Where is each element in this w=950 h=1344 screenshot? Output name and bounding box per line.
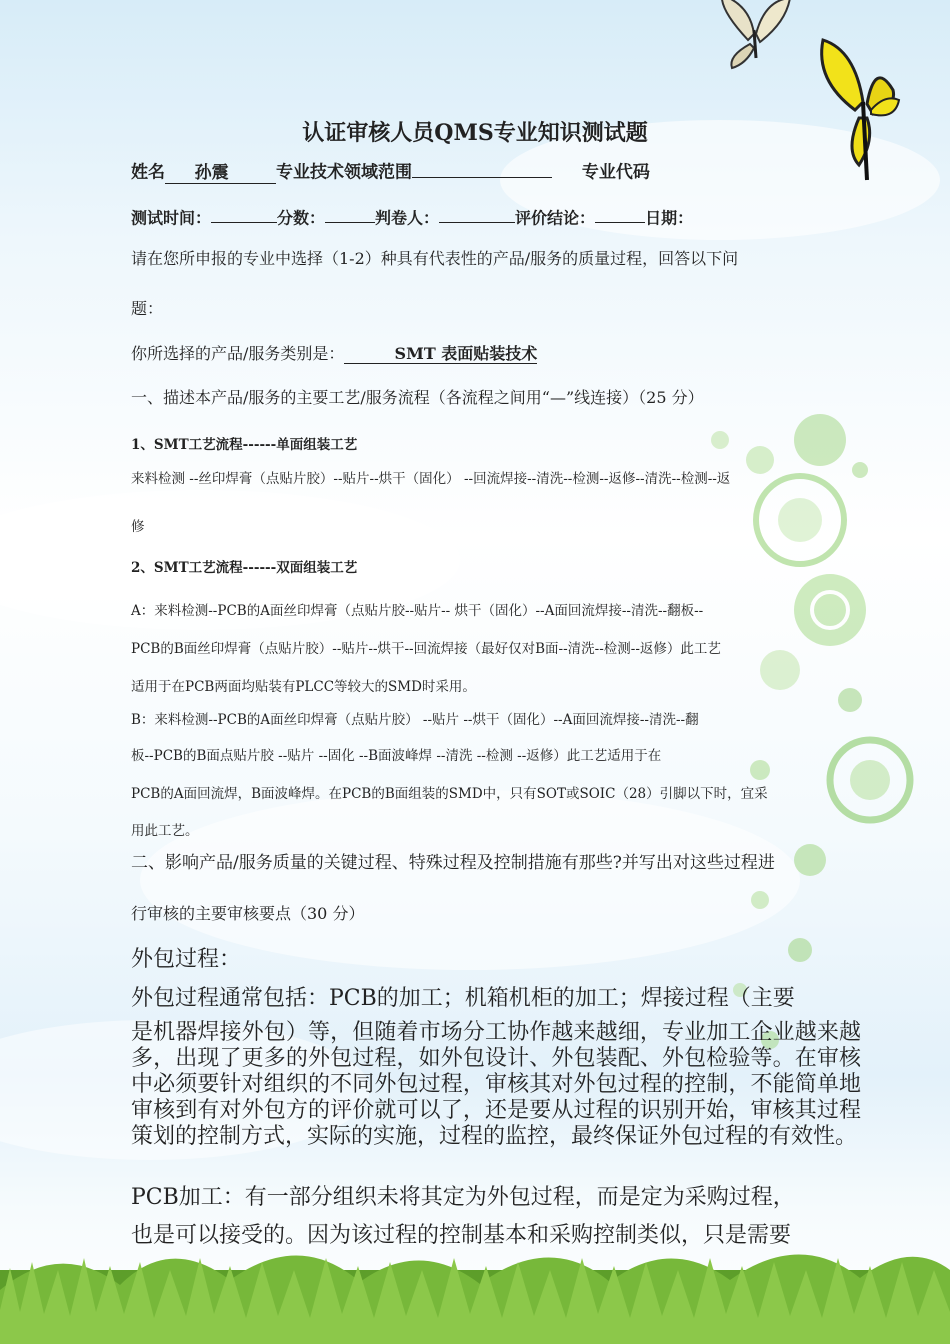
question-2-line-2: 行审核的主要审核要点（30 分）	[131, 904, 365, 923]
flow1-heading: 1、SMT工艺流程------单面组装工艺	[131, 437, 358, 453]
field-blank	[412, 157, 552, 178]
conclusion-blank	[595, 204, 645, 223]
selected-row	[131, 341, 537, 364]
score-blank	[325, 204, 375, 223]
outsourcing-heading: 外包过程：	[131, 947, 242, 972]
grader-label: 判卷人：	[375, 208, 440, 228]
intro-line-2: 题：	[131, 299, 164, 318]
selected-value: SMT 表面贴装技术	[344, 344, 537, 364]
flow2-a-line-2: PCB的B面丝印焊膏（点贴片胶）--贴片--烘干--回流焊接（最好仅对B面--清洗--检测--返修）此工艺	[131, 641, 721, 657]
date-label: 日期：	[645, 208, 694, 228]
time-label: 测试时间：	[131, 208, 212, 228]
selected-label: 你所选择的产品/服务类别是：	[131, 344, 345, 363]
name-row	[131, 157, 650, 183]
pcb-para-line-2: 也是可以接受的。因为该过程的控制基本和采购控制类似，只是需要	[131, 1223, 792, 1248]
question-2-line-1: 二、影响产品/服务质量的关键过程、特殊过程及控制措施有那些?并写出对这些过程进	[131, 853, 775, 873]
flow2-b-line-3: PCB的A面回流焊，B面波峰焊。在PCB的B面组装的SMD中，只有SOT或SOIC（28）引脚以下时，宜采	[131, 786, 768, 802]
flow2-a-line-1: A：来料检测--PCB的A面丝印焊膏（点贴片胶--贴片-- 烘干（固化）--A面回流焊接--清洗--翻板--	[131, 603, 704, 619]
outsourcing-para-1: 是机器焊接外包）等，但随着市场分工协作越来越细，专业加工企业越来越多，出现了更多的外包过程，如外包设计、外包装配、外包检验等。在审核中必须要针对组织的不同外包过程，审核其对外包过程的控制，不能简单地审核到有对外包方的评价就可以了，还是要从过程的识别开始，审核其过程策划的控制方式，实际的实施，过程的监控，最终保证外包过程的有效性。	[131, 1020, 861, 1149]
code-label: 专业代码	[581, 162, 650, 183]
conclusion-label: 评价结论：	[515, 208, 596, 228]
info-row	[131, 204, 693, 228]
flow2-b-line-4: 用此工艺。	[131, 823, 199, 839]
flow1-line-1: 来料检测 --丝印焊膏（点贴片胶）--贴片--烘干（固化） --回流焊接--清洗--检测--返修--清洗--检测--返	[131, 471, 731, 487]
page-title: 认证审核人员QMS专业知识测试题	[302, 120, 648, 146]
grader-blank	[439, 204, 515, 223]
flow2-heading: 2、SMT工艺流程------双面组装工艺	[131, 560, 358, 576]
flow2-a-line-3: 适用于在PCB两面均贴装有PLCC等较大的SMD时采用。	[131, 679, 476, 695]
outsourcing-para-1-line-1: 外包过程通常包括：PCB的加工；机箱机柜的加工；焊接过程（主要	[131, 986, 795, 1011]
question-1: 一、描述本产品/服务的主要工艺/服务流程（各流程之间用“—”线连接）（25 分）	[131, 388, 704, 407]
flow1-line-2: 修	[131, 519, 145, 535]
pcb-para-line-1: PCB加工：有一部分组织未将其定为外包过程，而是定为采购过程，	[131, 1185, 795, 1210]
flow2-b-line-1: B：来料检测--PCB的A面丝印焊膏（点贴片胶） --贴片 --烘干（固化）--A面回流焊接--清洗--翻	[131, 712, 699, 728]
time-blank	[211, 204, 277, 223]
name-label: 姓名	[131, 162, 165, 183]
score-label: 分数：	[277, 208, 326, 228]
field-label: 专业技术领域范围	[275, 162, 412, 183]
flow2-b-line-2: 板--PCB的B面点贴片胶 --贴片 --固化 --B面波峰焊 --清洗 --检测 --返修）此工艺适用于在	[131, 748, 662, 764]
name-value: 孙震	[165, 163, 276, 184]
intro-line-1: 请在您所申报的专业中选择（1-2）种具有代表性的产品/服务的质量过程，回答以下问	[131, 249, 739, 268]
